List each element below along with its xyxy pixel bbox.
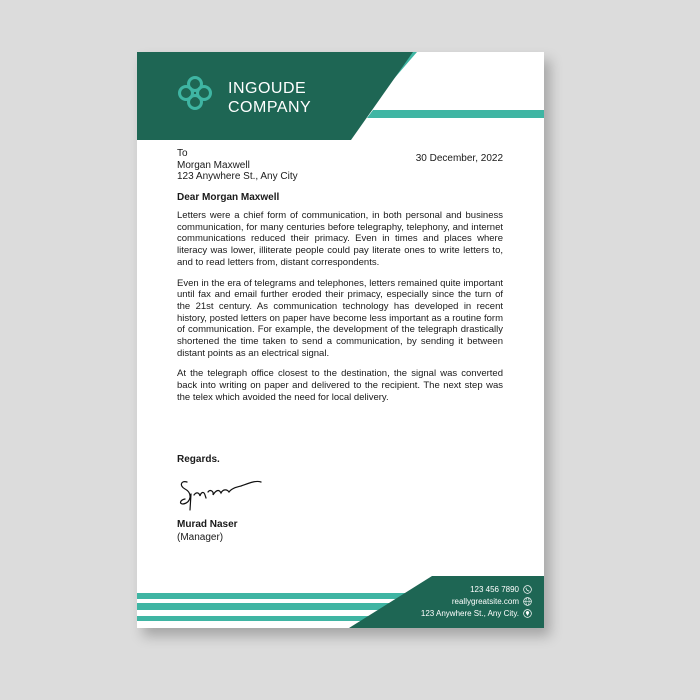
footer-phone <box>372 585 532 594</box>
footer-address <box>372 609 532 618</box>
footer-website-text: reallygreatsite.com <box>451 597 519 606</box>
letterhead-page <box>137 52 544 628</box>
handwritten-signature <box>177 470 267 516</box>
recipient-block <box>177 148 298 183</box>
header-teal-band <box>367 110 544 118</box>
location-pin-icon <box>523 609 532 618</box>
company-name <box>228 79 311 117</box>
signer-name: Murad Naser <box>177 519 238 530</box>
paragraph: Letters were a chief form of communication, in both personal and business communication, for many centuries before telegraphy, telephony, and internet communications reduced their primacy. Even in times and places where literacy was lower, illiterate people could pay literate ones to write letters to, and to read letters from, distant correspondents. <box>177 210 503 268</box>
company-name-line1: INGOUDE <box>228 80 307 97</box>
recipient-name: Morgan Maxwell <box>177 159 250 171</box>
to-label: To <box>177 148 188 159</box>
footer-phone-text: 123 456 7890 <box>470 585 519 594</box>
salutation: Dear Morgan Maxwell <box>177 192 280 203</box>
company-name-line2: COMPANY <box>228 99 312 116</box>
footer-website <box>372 597 532 606</box>
closing: Regards. <box>177 454 220 465</box>
signer-role: (Manager) <box>177 532 224 543</box>
letter-body <box>177 210 503 413</box>
phone-icon <box>523 585 532 594</box>
recipient-address: 123 Anywhere St., Any City <box>177 171 298 182</box>
paragraph: Even in the era of telegrams and telephones, letters remained quite important until fax and email further eroded their primacy, especially since the turn of the 21st century. As communication technology has developed in recent history, posted letters on paper have become less important as a routine form of communication. For example, the development of the telegraph drastically shortened the time taken to send a communication, by sending it between distant points as an electrical signal. <box>177 277 503 359</box>
footer-address-text: 123 Anywhere St., Any City. <box>420 609 519 618</box>
company-logo-icon <box>177 75 213 111</box>
paragraph: At the telegraph office closest to the destination, the signal was converted back into writing on paper and delivered to the recipient. The next step was the telex which avoided the need for local delivery. <box>177 368 503 403</box>
letter-date: 30 December, 2022 <box>415 153 503 164</box>
globe-icon <box>523 597 532 606</box>
